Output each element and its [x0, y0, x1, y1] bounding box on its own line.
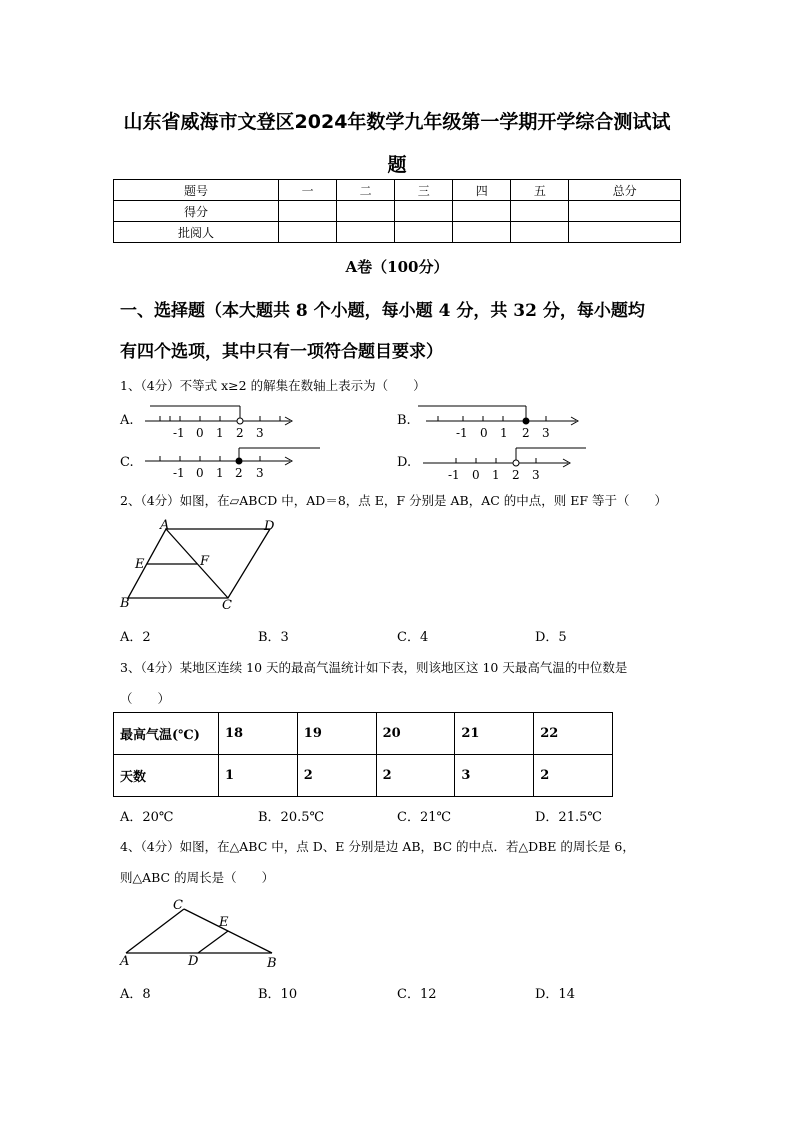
score-header-cell: 五 — [511, 180, 569, 201]
doc-title-line2: 题 — [387, 154, 407, 176]
q3-option-d[interactable]: D．21.5℃ — [535, 810, 602, 825]
figure-label: C — [173, 898, 183, 913]
table-cell: 2 — [534, 755, 613, 797]
q2-option-a[interactable]: A．2 — [120, 630, 151, 645]
tick-label: 3 — [256, 466, 264, 480]
figure-label: A — [160, 518, 170, 533]
figure-label: B — [267, 956, 277, 971]
table-cell: 2 — [376, 755, 455, 797]
q4-option-c[interactable]: C．12 — [397, 987, 437, 1002]
figure-label: E — [219, 915, 229, 930]
doc-title-line1: 山东省威海市文登区2024年数学九年级第一学期开学综合测试试 — [123, 111, 671, 133]
score-header-cell: 三 — [395, 180, 453, 201]
score-cell[interactable] — [453, 201, 511, 222]
table-cell: 22 — [534, 713, 613, 755]
tick-label: 3 — [542, 426, 550, 440]
part1-heading-line2: 有四个选项，其中只有一项符合题目要求） — [120, 342, 443, 362]
q1-option-c-number-line — [140, 446, 325, 482]
tick-label: 0 — [196, 466, 204, 480]
score-header-cell: 题号 — [114, 180, 279, 201]
figure-label: F — [200, 554, 210, 569]
score-header-cell: 二 — [337, 180, 395, 201]
figure-label: B — [120, 596, 130, 611]
tick-label: 3 — [256, 426, 264, 440]
score-header-cell: 一 — [279, 180, 337, 201]
q2-parallelogram-figure — [118, 518, 290, 614]
q2-option-b[interactable]: B．3 — [258, 630, 289, 645]
score-cell[interactable] — [337, 222, 395, 243]
table-row — [114, 755, 613, 797]
score-cell[interactable] — [511, 201, 569, 222]
q1-option-b-number-line — [418, 404, 588, 440]
q4-stem-line2: 则△ABC 的周长是（ ） — [120, 870, 275, 885]
tick-label: 1 — [492, 468, 500, 482]
table-cell: 2 — [297, 755, 376, 797]
tick-label: 1 — [216, 466, 224, 480]
score-cell[interactable] — [453, 222, 511, 243]
figure-label: D — [188, 954, 199, 969]
q1-option-c-label[interactable]: C. — [120, 455, 134, 470]
tick-label: -1 — [173, 426, 185, 440]
q1-option-a-label[interactable]: A. — [120, 413, 134, 428]
score-table-row — [114, 222, 681, 243]
score-cell[interactable] — [395, 222, 453, 243]
tick-label: 0 — [472, 468, 480, 482]
score-cell[interactable] — [395, 201, 453, 222]
q2-option-d[interactable]: D．5 — [535, 630, 567, 645]
q4-option-b[interactable]: B．10 — [258, 987, 298, 1002]
q3-stem-line1: 3、（4分）某地区连续 10 天的最高气温统计如下表，则该地区这 10 天最高气温的中位数是 — [120, 660, 628, 675]
q2-option-c[interactable]: C．4 — [397, 630, 429, 645]
q2-stem: 2、（4分）如图，在▱ABCD 中，AD＝8，点 E，F 分别是 AB，AC 的中点，则 EF 等于（ ） — [120, 493, 668, 508]
score-row-label: 得分 — [114, 201, 279, 222]
tick-label: 1 — [500, 426, 508, 440]
q3-option-b[interactable]: B．20.5℃ — [258, 810, 325, 825]
tick-label: -1 — [173, 466, 185, 480]
figure-label: A — [120, 954, 130, 969]
table-cell: 天数 — [114, 755, 219, 797]
section-a-heading: A卷（100分） — [345, 258, 449, 276]
q3-stem-line2: （ ） — [120, 691, 171, 706]
table-cell: 21 — [455, 713, 534, 755]
table-cell: 3 — [455, 755, 534, 797]
tick-label: 1 — [216, 426, 224, 440]
q1-option-d-number-line — [418, 446, 590, 482]
figure-label: C — [222, 598, 232, 613]
q1-stem: 1、（4分）不等式 x≥2 的解集在数轴上表示为（ ） — [120, 378, 426, 393]
score-cell[interactable] — [569, 201, 681, 222]
table-cell: 最高气温(℃) — [114, 713, 219, 755]
score-cell[interactable] — [337, 201, 395, 222]
table-cell: 20 — [376, 713, 455, 755]
table-cell: 19 — [297, 713, 376, 755]
q1-option-d-label[interactable]: D. — [397, 455, 412, 470]
score-header-cell: 四 — [453, 180, 511, 201]
score-table-row — [114, 201, 681, 222]
figure-label: D — [264, 519, 275, 534]
tick-label: -1 — [456, 426, 468, 440]
score-header-cell: 总分 — [569, 180, 681, 201]
tick-label: 2 — [236, 426, 244, 440]
q4-option-d[interactable]: D．14 — [535, 987, 575, 1002]
tick-label: 2 — [512, 468, 520, 482]
q3-option-c[interactable]: C．21℃ — [397, 810, 452, 825]
table-cell: 18 — [219, 713, 298, 755]
temperature-table — [113, 712, 613, 797]
tick-label: 3 — [532, 468, 540, 482]
figure-label: E — [135, 557, 145, 572]
tick-label: 2 — [235, 466, 243, 480]
score-table-header-row — [114, 180, 681, 201]
score-table — [113, 179, 681, 243]
q4-stem-line1: 4、（4分）如图，在△ABC 中，点 D、E 分别是边 AB，BC 的中点．若△DBE 的周长是 6， — [120, 839, 635, 854]
score-cell[interactable] — [279, 201, 337, 222]
q1-option-a-number-line — [140, 404, 300, 440]
q1-option-b-label[interactable]: B. — [397, 413, 411, 428]
table-cell: 1 — [219, 755, 298, 797]
table-row — [114, 713, 613, 755]
q4-triangle-figure — [118, 895, 286, 971]
tick-label: -1 — [448, 468, 460, 482]
score-cell[interactable] — [511, 222, 569, 243]
part1-heading-line1: 一、选择题（本大题共 8 个小题，每小题 4 分，共 32 分，每小题均 — [120, 301, 645, 321]
score-cell[interactable] — [279, 222, 337, 243]
tick-label: 0 — [480, 426, 488, 440]
q3-option-a[interactable]: A．20℃ — [120, 810, 174, 825]
tick-label: 2 — [522, 426, 530, 440]
q4-option-a[interactable]: A．8 — [120, 987, 151, 1002]
score-cell[interactable] — [569, 222, 681, 243]
score-row-label: 批阅人 — [114, 222, 279, 243]
tick-label: 0 — [196, 426, 204, 440]
